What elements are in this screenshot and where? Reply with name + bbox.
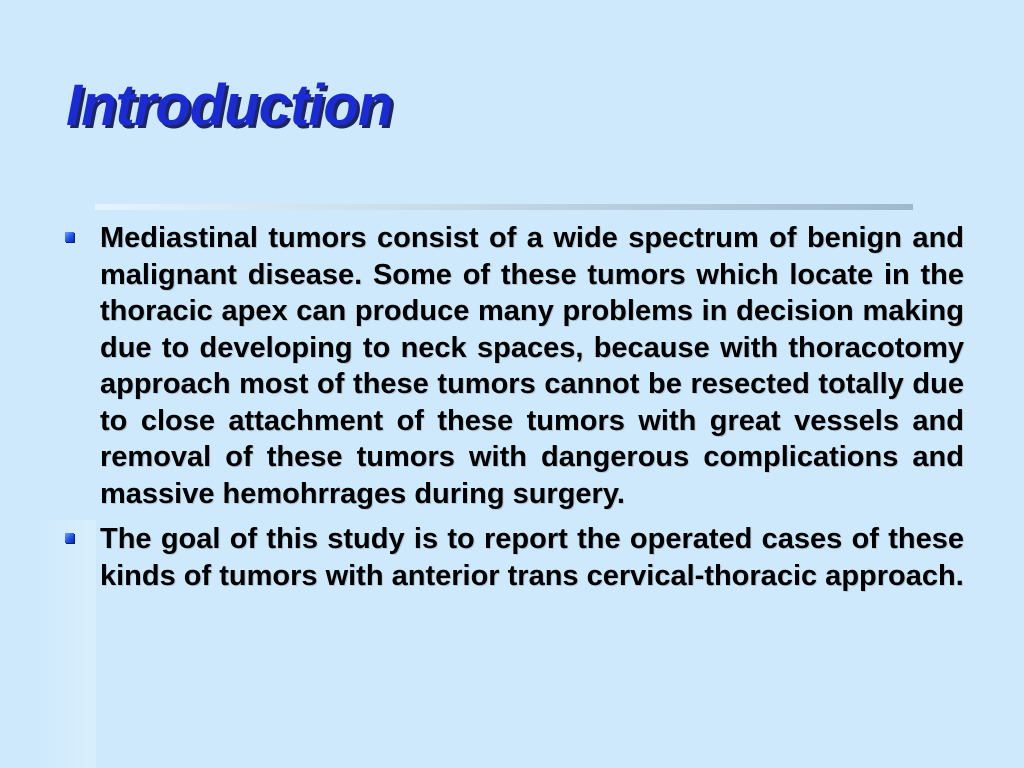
bullet-text: Mediastinal tumors consist of a wide spectrum of benign and malignant disease. Some of these tumors which locate in the thoracic apex can produce many problems in decision making due to developing to neck spaces, because with thoracotomy approach most of these tumors cannot be resected totally due to close attachment of these tumors with great vessels and removal of these tumors with dangerous complications and massive hemohrrages during surgery.: [100, 222, 964, 510]
slide-title: Introduction: [66, 73, 393, 138]
square-bullet-icon: [65, 533, 74, 543]
bullet-list: [62, 220, 964, 608]
bullet-item-1: [62, 220, 964, 512]
bullet-text: The goal of this study is to report the operated cases of these kinds of tumors with anterior trans cervical-thoracic approach.: [100, 523, 964, 592]
bullet-item-2: [62, 521, 964, 594]
square-bullet-icon: [65, 232, 74, 242]
decorative-divider-bar: [95, 204, 913, 210]
